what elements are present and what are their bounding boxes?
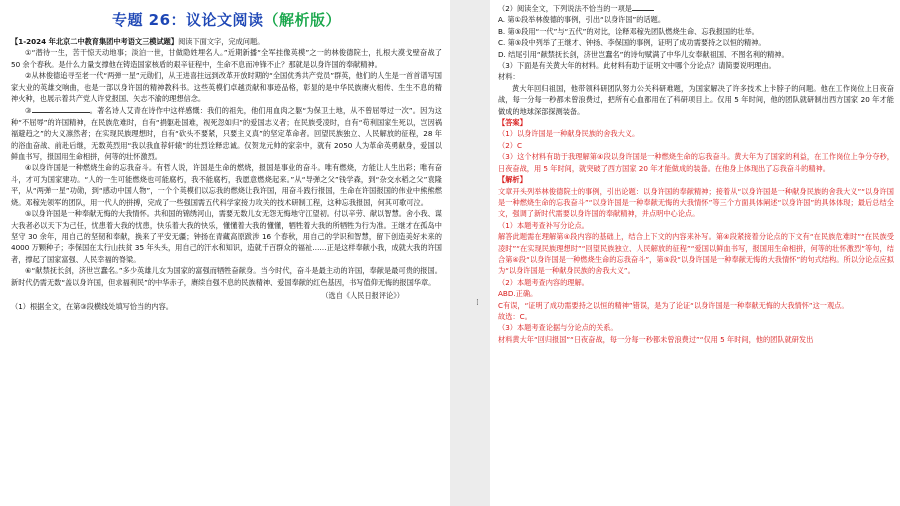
exam-source-label: 【1-2024 年北京二中教育集团中考语文三模试题】 <box>11 37 179 46</box>
page-title <box>11 9 442 30</box>
option-a: A. 第①段举林俊德的事例，引出“以身许国”的话题。 <box>498 15 666 25</box>
document-page-right <box>490 0 900 506</box>
analysis-overview: 文章开头列举林俊德院士的事例，引出论题：以身许国的奉献精神；接着从“以身许国是一种献身民族的舍我大义”“以身许国是一种燃烧生命的忘我奋斗”“以身许国是一种奉献无悔的大我情怀”等三个方面具体阐述“以身许国”的具体体现；最后总结全文，强调了新时代需要以身许国的奉献精神，并点明中心论点。 <box>498 186 894 219</box>
fill-blank <box>32 104 90 113</box>
option-d: D. 结尾引用“献禁抚长剑，济世岂蠢名”的诗句赋满了中华儿女奉献祖国、不图名利的精神。 <box>498 49 789 59</box>
analysis-q2-abd: ABD.正确。 <box>498 289 538 299</box>
analysis-q3-title: （3）本题考查论据与分论点的关系。 <box>498 323 618 333</box>
answer-1: （1）以身许国是一种献身民族的舍我大义。 <box>498 129 640 139</box>
title-suffix: （解析版） <box>263 11 342 29</box>
answer-heading: 【答案】 <box>498 118 527 128</box>
material-text: 黄大年回归祖国，他带领科研团队努力公关科研难题，为国家解决了许多技术上卡脖子的问题。他在工作岗位上日夜奋战，每一分每一秒都未曾浪费过，把所有心血都用在了科研项目上。仅用 5 年时间，他的团队就研制出西方国家 20 年才能做成的地球深部探测装备。 <box>498 83 894 116</box>
option-b: B. 第⑤段用“一代”与“五代”的对比，诠释邓稼先团队燃烧生命、忘我报国的壮举。 <box>498 26 759 36</box>
analysis-q1-body: 解答此题需在理解第④段内容的基础上，结合上下文的内容来补写。第④段紧接着分论点的下文有“在民族危难时”“在民族受凌时”“在实现民族理想时”“回望民族独立、人民解放的征程”“爱国以鲜血书写，报国用生命相拼，何等的壮怀激烈”等句，结合第④段“以身许国是一种燃烧生命的忘我奋斗”，第⑤段“以身许国是一种奉献无悔的大我情怀”的句式结构。所以分论点应拟为“以身许国是一种献身民族的舍我大义”。 <box>498 232 894 276</box>
answer-blank <box>632 2 654 11</box>
analysis-heading: 【解析】 <box>498 175 527 185</box>
analysis-q1-title: （1）本题考查补写分论点。 <box>498 220 589 230</box>
question-2-text: （2）阅读全文，下列说法不恰当的一项是 <box>498 4 632 13</box>
paragraph-3-number: ③ <box>25 106 32 116</box>
paragraph-4: ④以身许国是一种燃烧生命的忘我奋斗。有哲人说，许国是生命的燃烧，报国是事业的奋斗。唯有燃烧，方能让人生出彩；唯有奋斗，才可为国家建功。“人的一生可能燃烧也可能腐朽，我不能腐朽，我愿意燃烧起来。”从“导弹之父”钱学森，到“杂交水稻之父”袁隆平，从“两弹一星”功勋，到“感动中国人物”，一个个英模们以忘我的燃烧让我许国，用奋斗践行报国，生命在许国报国的伟业中熊熊燃烧。邓稼先领军的团队，用一代人的拼搏，完成了一些强国需五代科学家接力攻关的技术研制工程，这种忘我报国，何其可歌可泣。 <box>11 163 442 207</box>
material-label: 材料： <box>498 72 520 82</box>
question-intro <box>11 36 442 47</box>
paragraph-3 <box>11 104 442 162</box>
answer-2: （2）C <box>498 140 522 150</box>
option-c: C. 第⑤段中列举了王继才、钟扬、李保国的事例，证明了成功需要持之以恒的精神。 <box>498 38 766 48</box>
answer-3: （3）这个材料有助于我理解第④段以身许国是一种燃烧生命的忘我奋斗。黄大年为了国家的利益，在工作岗位上争分夺秒，日夜奋战，用 5 年时间，就突破了西方国家 20 年才能做成的装备。在他身上体现出了忘我奋斗的精神。 <box>498 152 894 173</box>
analysis-q3-body: 材料黄大年“回归报国”“日夜奋战，每一分每一秒都未曾浪费过”“仅用 5 年时间，他的团队就研发出 <box>498 334 814 344</box>
question-2 <box>498 2 894 14</box>
paragraph-6: ⑥“献禁抚长剑，济世岂蠢名。”多少英雄儿女为国家的富强而牺牲奋献身。当今时代，奋斗是最主动的许国，奉献是最可贵的报国。新时代仍需无数“盖以身许国，但求福利民”的中华赤子，赓续自强不息的民族精神、爱国奉献的红色基因，书写值仰无悔的报国华章。 <box>11 266 442 287</box>
question-1: （1）根据全文，在第③段横线处填写恰当的内容。 <box>11 302 173 312</box>
paragraph-3-text: 。著名诗人艾青在诗作中这样感慨：我们的祖先，他们用血肉之躯“为保卫土地，从不曾屈辱过一次”。因为这种“不屈辱”的许国精神，在民族危难时，自有“捐躯赴国难，视死忽如归”的爱国志义者；在民族受凌时，自有“苟利国家生死以，岂因祸福避趋之”的大义凛然者；在实现民族理想时，自有“砍头不要紧，只要主义真”的坚定革命者。回望民族独立、人民解放的征程，28 年的浴血奋战、前赴后继，无数英烈用“我以我血荐轩辕”的壮烈诠释忠诚。仅贺龙元帅的家亲中，就有 2050 人为革命英勇献身，爱国以鲜血书写，报国用生命相拼，何等的壮怀激烈。 <box>11 106 442 162</box>
analysis-q2-title: （2）本题考查内容的理解。 <box>498 277 589 287</box>
intro-text: 阅读下面文字，完成问题。 <box>178 37 265 46</box>
analysis-q2-c: C有误，“证明了成功需要持之以恒的精神”错误，是为了论证“以身许国是一种奉献无悔的大我情怀”这一观点。 <box>498 300 849 310</box>
analysis-q2-answer: 故选：C。 <box>498 311 532 321</box>
article-source: （选自《人民日报评论》） <box>321 290 404 300</box>
move-handle-icon[interactable]: ⁞ <box>476 298 479 308</box>
title-main: 专题 26：议论文阅读 <box>111 11 264 29</box>
paragraph-5: ⑤以身许国是一种奉献无悔的大我情怀。共和国的锦绣河山，需要无数儿女无怨无悔地守江望初。付以辛劳、献以智慧。舍小我、谋大我者必以天下为己任，忧患着大我的忧患，快乐着大我的快乐，懂懂着大我的懂懂，牺牲着大我的所牺牲为行为准。王继才在孤岛中坚守 30 余年，用自己的坚韧和奉献，换来了平安无疆；钟扬在青藏高原跋涉 16 个春秋，用自己的学识和智慧，留下创造美好未来的 4000 万颗种子；李保国在太行山扶贫 35 年头头，用自己的汗水和知识，造就千百群众的福祉……正是这样奉献小我，成就大我的许国者，撑起了国家富强、人民幸福的脊梁。 <box>11 209 442 264</box>
paragraph-2: ②从林俊德追寻至老一代“两弹一星”元勋们，从王进喜拄远到改革开放时期的“全国优秀共产党员”群英，他们的人生是一首首谱写国家大业的英雄交响曲，也是一部以身许国的精神教科书。这些英模们卓越贡献和事迹品格，彰显的是中华民族赓火相传、生生不息的精神火种，也展示着共产党人许党报国、矢志不渝的理想信念。 <box>11 71 442 104</box>
question-3: （3）下面是有关黄大年的材料。此材料有助于证明文中哪个分论点？请简要说明理由。 <box>498 61 776 71</box>
paragraph-1: ①“潜待一生，苦干惊天动地事；淡泊一世，甘做隐姓埋名人。”近期新播“全军挂像英模”之一的林俊德院士，扎根大漠戈壁奋战了 50 余个春秋。是什么力量支撑他在铸造国家核盾的艰辛征程中，生命不息而冲锋不止？那就是以身许国的奉献精神。 <box>11 48 442 69</box>
